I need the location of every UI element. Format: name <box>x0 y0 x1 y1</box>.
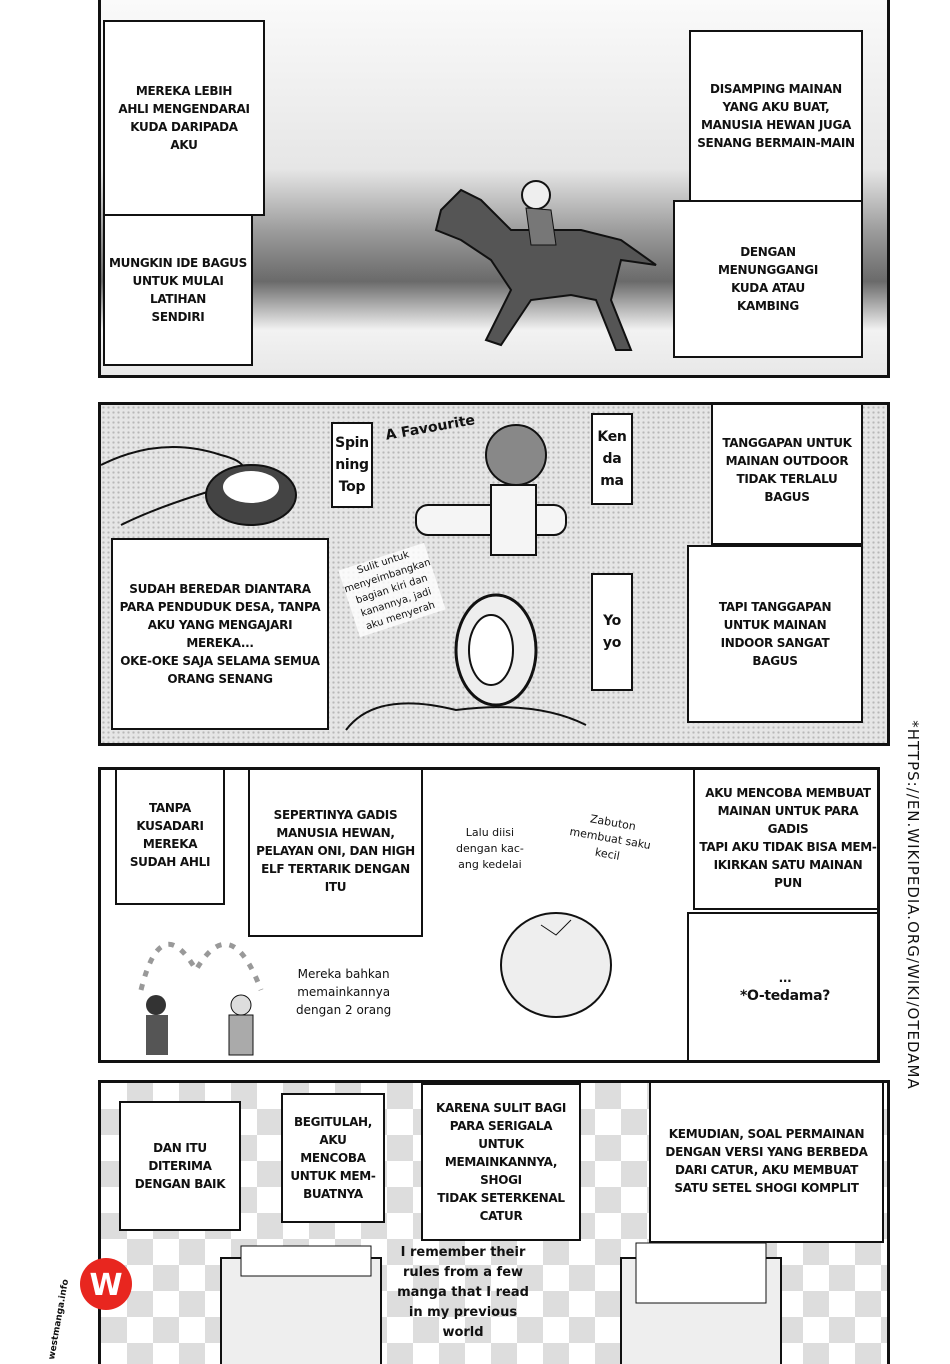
caption-text: SUDAH BEREDAR DIANTARA PARA PENDUDUK DESA, TANPA AKU YANG MENGAJARI MEREKA... OKE-OKE SAJA SELAMA SEMUA ORANG SENANG <box>119 582 321 686</box>
caption-box <box>687 545 863 723</box>
panel-otedama <box>98 767 880 1063</box>
panel-horse-riding <box>98 0 890 378</box>
caption-box <box>689 30 863 202</box>
caption-text: SEPERTINYA GADIS MANUSIA HEWAN, PELAYAN ONI, DAN HIGH ELF TERTARIK DENGAN ITU <box>256 808 415 894</box>
panel-shogi <box>98 1080 890 1364</box>
caption-text: BEGITULAH, AKU MENCOBA UNTUK MEM- BUATNYA <box>290 1115 376 1201</box>
caption-text: MUNGKIN IDE BAGUS UNTUK MULAI LATIHAN SENDIRI <box>109 256 247 324</box>
label-box <box>331 422 373 508</box>
shogi-board-left-illustration <box>211 1238 391 1364</box>
handwritten-note: Lalu diisi dengan kac- ang kedelai <box>456 826 524 871</box>
caption-box <box>421 1083 581 1241</box>
caption-box <box>687 912 880 1062</box>
ellipsis-text: ... <box>778 971 792 985</box>
juggling-girls-illustration <box>121 920 281 1060</box>
caption-text: KARENA SULIT BAGI PARA SERIGALA UNTUK MEMAINKANNYA, SHOGI TIDAK SETERKENAL CATUR <box>435 1101 567 1223</box>
footnote-url <box>900 720 926 1090</box>
label-box <box>591 573 633 691</box>
caption-text: DAN ITU DITERIMA DENGAN BAIK <box>134 1141 226 1191</box>
caption-text: DISAMPING MAINAN YANG AKU BUAT, MANUSIA HEWAN JUGA SENANG BERMAIN-MAIN <box>697 82 855 150</box>
westmanga-logo <box>44 1250 136 1364</box>
shogi-board-right-illustration <box>611 1238 791 1364</box>
caption-box <box>281 1093 385 1223</box>
english-text: I remember their rules from a few manga that I read in my previous world <box>397 1245 529 1340</box>
caption-box <box>119 1101 241 1231</box>
svg-text:W: W <box>89 1268 123 1303</box>
caption-box <box>248 767 423 937</box>
caption-text: KEMUDIAN, SOAL PERMAINAN DENGAN VERSI YANG BERBEDA DARI CATUR, AKU MEMBUAT SATU SETEL SHOGI KOMPLIT <box>665 1126 868 1195</box>
caption-box <box>711 402 863 545</box>
favourite-label: A Favourite <box>384 412 477 444</box>
caption-box <box>673 200 863 358</box>
caption-text: DENGAN MENUNGGANGI KUDA ATAU KAMBING <box>717 245 818 313</box>
footnote-text: *HTTPS://EN.WIKIPEDIA.ORG/WIKI/OTEDAMA <box>904 720 922 1090</box>
caption-text: TAPI TANGGAPAN UNTUK MAINAN INDOOR SANGAT BAGUS <box>718 600 832 668</box>
otedama-text: *O-tedama? <box>739 988 831 1004</box>
svg-text:westmanga.info: westmanga.info <box>47 1278 72 1361</box>
caption-box <box>115 767 225 905</box>
caption-box <box>103 20 265 216</box>
caption-box <box>103 214 253 366</box>
panel-toys <box>98 402 890 746</box>
horse-rider-illustration <box>421 170 661 370</box>
beanbag-illustration <box>496 910 616 1020</box>
label-box <box>591 413 633 505</box>
caption-box <box>693 767 880 910</box>
handwritten-note: Zabuton membuat saku kecil <box>568 812 652 863</box>
watermark-logo <box>44 1250 136 1364</box>
caption-text: AKU MENCOBA MEMBUAT MAINAN UNTUK PARA GADIS TAPI AKU TIDAK BISA MEM- IKIRKAN SATU MAINAN PUN <box>699 785 877 890</box>
caption-text: TANPA KUSADARI MEREKA SUDAH AHLI <box>129 801 211 869</box>
kendama-label: Ken da ma <box>597 429 627 489</box>
yoyo-label: Yo yo <box>602 613 622 651</box>
caption-text: TANGGAPAN UNTUK MAINAN OUTDOOR TIDAK TERLALU BAGUS <box>722 436 852 504</box>
handwritten-note: Sulit untuk menyeimbangkan bagian kiri dan kanannya, jadi aku menyerah <box>338 543 445 637</box>
kendama-illustration <box>406 415 596 565</box>
spinning-top-label: Spin ning Top <box>335 435 369 495</box>
caption-box <box>649 1080 884 1243</box>
caption-text: MEREKA LEBIH AHLI MENGENDARAI KUDA DARIPADA AKU <box>118 84 250 152</box>
spinning-top-illustration <box>101 425 331 535</box>
caption-box <box>111 538 329 730</box>
handwritten-note: Mereka bahkan memainkannya dengan 2 orang <box>296 967 392 1017</box>
